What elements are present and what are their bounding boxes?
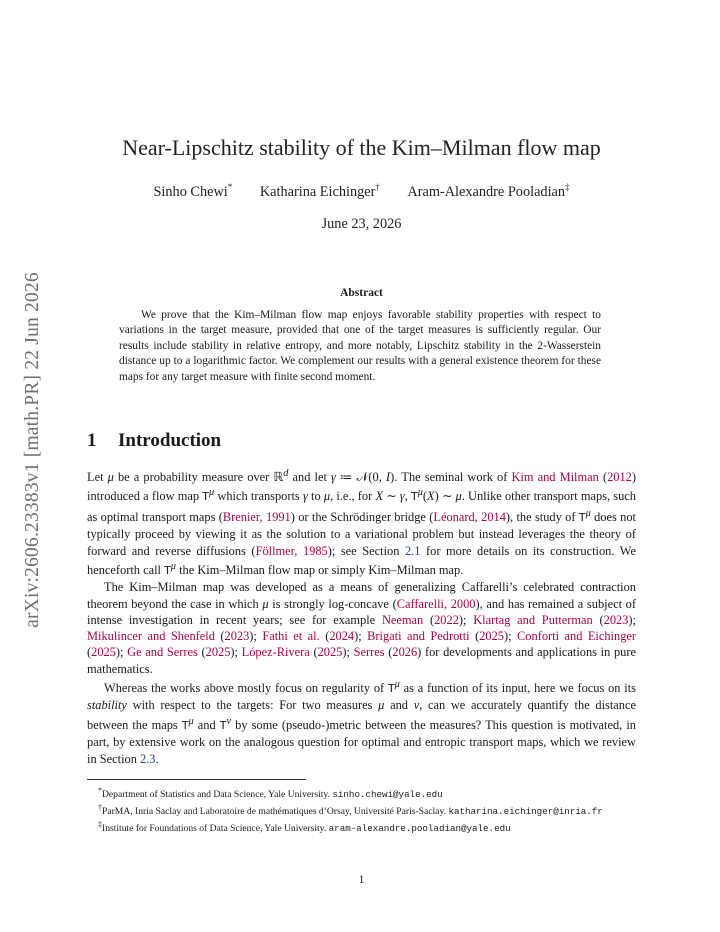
citation-kim-milman-year[interactable]: 2012 [607, 470, 632, 485]
footnote-2: †ParMA, Inria Saclay and Laboratoire de mathématiques d’Orsay, Université Paris-Saclay. katharina.eichinger@inria.fr [98, 803, 603, 818]
email-pooladian[interactable]: aram-alexandre.pooladian@yale.edu [328, 823, 511, 835]
paragraph-2: The Kim–Milman map was developed as a means of generalizing Caffarelli’s celebrated contraction theorem beyond the case in which μ is strongly log-concave (Caffarelli, 2000), and has remained a subject of intense investigation in recent years; see for example Neeman (2022); Klartag and Putterman (2023); Mikulincer and Shenfeld (2023); Fathi et al. (2024); Brigati and Pedrotti (2025); Conforti and Eichinger (2025); Ge and Serres (2025); López-Rivera (2025); Serres (2026) for developments and applications in pure mathematics. [87, 580, 637, 676]
paper-date: June 23, 2026 [321, 216, 402, 232]
section-number: 1 [87, 430, 97, 451]
citation-brigati[interactable]: Brigati and Pedrotti [367, 629, 470, 644]
author-1: Sinho Chewi* [153, 182, 233, 200]
section-heading [87, 430, 636, 452]
footnote-rule [87, 779, 306, 780]
citation-follmer[interactable]: Föllmer, 1985 [255, 543, 328, 558]
footnote-3: ‡Institute for Foundations of Data Science, Yale University. aram-alexandre.pooladian@yale.edu [98, 820, 511, 835]
citation-caffarelli[interactable]: Caffarelli, 2000 [396, 596, 476, 611]
citation-brigati-year[interactable]: 2025 [479, 629, 504, 644]
citation-kim-milman[interactable]: Kim and Milman [511, 470, 599, 485]
citation-klartag[interactable]: Klartag and Putterman [473, 612, 593, 627]
citation-mikulincer-year[interactable]: 2023 [224, 629, 250, 644]
citation-fathi-year[interactable]: 2024 [329, 629, 355, 644]
citation-leonard[interactable]: Léonard, 2014 [433, 509, 506, 524]
abstract-text: We prove that the Kim–Milman flow map enjoys favorable stability properties with respect to variations in the target measure, provided that one of the target measures is sufficiently regular. Our results include stability in relative entropy, and more notably, Lipschitz stability in the 2-Wasserstein distance up to a logarithmic factor. We complement our results with a general existence theorem for these maps for any target measure with finite second moment. [119, 309, 601, 383]
paragraph-1: Let μ be a probability measure over ℝ$^d$ and let γ ≔ 𝒩(0, I). The seminal work of Kim and Milman (2012) introduced a flow map $T^\mu$ which transports γ to μ, i.e., for X ∼ γ, $T^\mu(X)$ ∼ μ. Unlike other transport maps, such as optimal transport maps (Brenier, 1991) or the Schrödinger bridge (Léonard, 2014), the study of $T^\mu$ does not typically proceed by viewing it as the solution to a variational problem but instead leverages the theory of forward and reverse diffusions (Föllmer, 1985); see Section 2.1 for more details on its construction. We henceforth call $T^\mu$ the Kim–Milman flow map or simply Kim–Milman map. [87, 468, 636, 577]
paragraph-3: Whereas the works above mostly focus on regularity of $T^\mu$ as a function of its input, here we focus on its stability with respect to the targets: For two measures μ and ν, can we accurately quantify the distance between the maps $T^\mu$ and $T^\nu$ by some (pseudo-)metric between the measures? This question is motivated, in part, by extensive work on the analogous question for optimal and entropic transport maps, which we review in Section 2.3. [87, 679, 636, 766]
citation-serres-year[interactable]: 2026 [392, 645, 418, 660]
paper-title: Near-Lipschitz stability of the Kim–Milman flow map [122, 135, 601, 160]
introduction-body [87, 466, 636, 767]
abstract-heading: Abstract [340, 287, 383, 299]
citation-ge-serres-year[interactable]: 2025 [205, 645, 231, 660]
email-chewi[interactable]: sinho.chewi@yale.edu [332, 789, 443, 801]
citation-neeman[interactable]: Neeman [381, 612, 424, 627]
citation-neeman-year[interactable]: 2022 [434, 612, 459, 627]
section-title: Introduction [118, 430, 222, 451]
footnotes [87, 784, 636, 836]
ref-section-2-3[interactable]: 2.3 [140, 751, 156, 766]
citation-lopez-rivera[interactable]: López-Rivera [241, 645, 310, 660]
citation-lopez-rivera-year[interactable]: 2025 [317, 645, 343, 660]
citation-fathi[interactable]: Fathi et al. [262, 629, 320, 644]
citation-brenier[interactable]: Brenier, 1991 [222, 509, 291, 524]
footnote-1: *Department of Statistics and Data Science, Yale University. sinho.chewi@yale.edu [98, 786, 443, 801]
citation-conforti-year[interactable]: 2025 [91, 645, 116, 660]
arxiv-id: arXiv:2606.23383v1 [math.PR] 22 Jun 2026 [22, 272, 44, 628]
email-eichinger[interactable]: katharina.eichinger@inria.fr [448, 806, 603, 818]
ref-section-2-1[interactable]: 2.1 [404, 543, 421, 558]
citation-mikulincer[interactable]: Mikulincer and Shenfeld [87, 629, 215, 644]
arxiv-identifier-stamp [8, 250, 58, 650]
citation-klartag-year[interactable]: 2023 [603, 612, 629, 627]
citation-conforti[interactable]: Conforti and Eichinger [517, 629, 637, 644]
author-2: Katharina Eichinger† [259, 182, 380, 200]
page-number: 1 [358, 872, 365, 886]
author-3: Aram-Alexandre Pooladian‡ [407, 182, 570, 200]
author-list [87, 182, 636, 201]
citation-ge-serres[interactable]: Ge and Serres [127, 645, 198, 660]
citation-serres[interactable]: Serres [353, 645, 385, 660]
